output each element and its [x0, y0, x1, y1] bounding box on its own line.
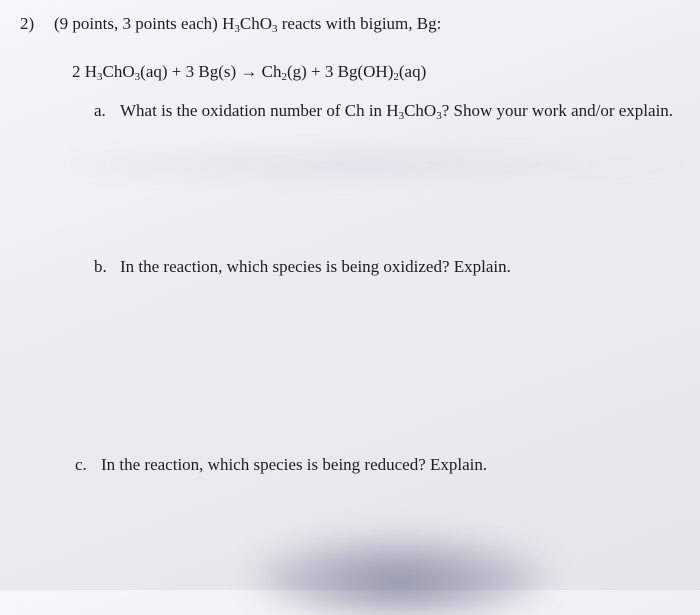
bleed-through-text	[70, 140, 700, 190]
chemical-equation: 2 $H_3ChO_3(aq) + 3$ $Bg(s) \to Ch_2(g) + 3$ $Bg(OH)_2(aq)$	[72, 62, 427, 83]
part-b-label: b.	[94, 257, 107, 276]
part-c-question	[75, 455, 487, 475]
question-header: 2) (9 points, 3 points each) $H_3ChO_3$ reacts with bigium, Bg:	[20, 14, 442, 35]
photo-shadow	[250, 535, 550, 615]
part-c-text: In the reaction, which species is being reduced? Explain.	[101, 455, 488, 474]
part-a-label: a.	[94, 101, 106, 120]
part-c-label: c.	[75, 455, 87, 474]
question-number: 2)	[20, 14, 35, 33]
part-b-question	[94, 257, 511, 277]
part-b-text: In the reaction, which species is being oxidized? Explain.	[120, 257, 511, 276]
part-a-question: a. What is the oxidation number of Ch in $H_3ChO_3$? Show your work and/or explain.	[94, 101, 674, 122]
